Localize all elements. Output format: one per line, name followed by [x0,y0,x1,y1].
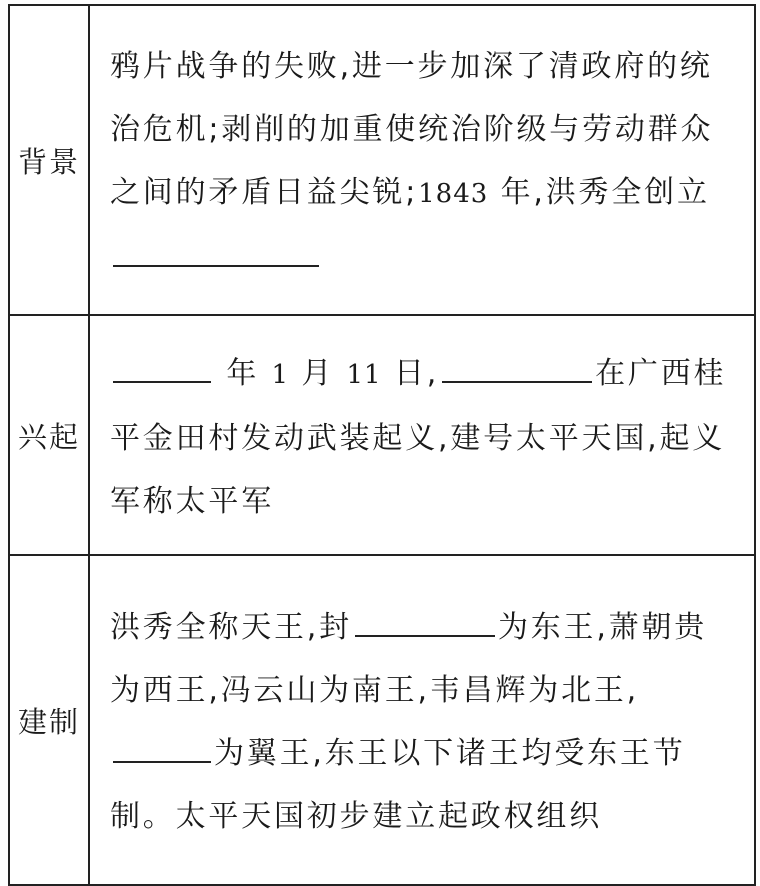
row-label: 背景 [9,5,89,315]
content-number: 1 [271,359,290,390]
answer-blank[interactable] [113,353,211,383]
content-text: 为翼王,东王以下诸王均受东王节制。太平天国初步建立起政权组织 [110,736,686,834]
row-background [9,5,755,315]
row-content [89,5,755,315]
content-text: 为东王,萧朝贵为西王,冯云山为南王,韦昌辉为北王, [110,610,708,708]
answer-blank[interactable] [355,607,495,637]
row-content [89,315,755,555]
answer-blank[interactable] [113,733,211,763]
content-text: 在广西桂平金田村发动武装起义,建号太平天国,起义军称太平军 [110,355,727,519]
content-text: 日, [381,355,440,391]
content-number: 1843 [418,179,489,209]
content-text: 年,洪秀全创立 [488,175,710,210]
row-rise [9,315,755,555]
content-text: 年 [214,355,272,391]
content-number: 11 [346,359,382,390]
content-text: 鸦片战争的失败,进一步加深了清政府的统治危机;剥削的加重使统治阶级与劳动群众之间的矛盾日益尖锐; [110,49,714,210]
answer-blank[interactable] [113,237,319,267]
answer-blank[interactable] [442,353,592,383]
content-text: 月 [289,355,347,391]
row-label: 建制 [9,555,89,885]
row-label: 兴起 [9,315,89,555]
row-system [9,555,755,885]
row-content [89,555,755,885]
content-text: 洪秀全称天王,封 [110,610,352,645]
taiping-fill-in-table [8,4,756,886]
